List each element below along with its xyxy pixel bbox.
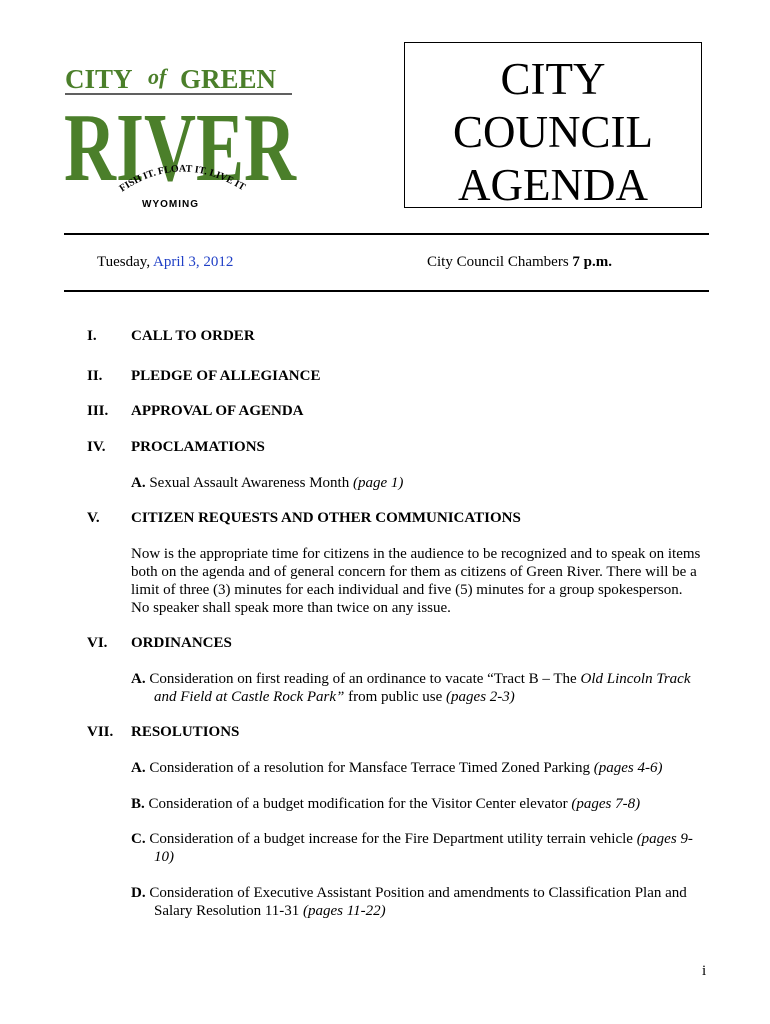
section-number: VII. bbox=[87, 724, 114, 740]
agenda-subitem: A. Consideration of a resolution for Mansface Terrace Timed Zoned Parking (pages 4-6) bbox=[131, 760, 663, 776]
section-number: V. bbox=[87, 510, 100, 526]
logo-wyoming-text: WYOMING bbox=[142, 199, 199, 210]
logo-green-text: GREEN bbox=[180, 64, 277, 94]
agenda-title-box bbox=[404, 42, 702, 208]
city-logo bbox=[60, 60, 300, 220]
section-number: I. bbox=[87, 328, 97, 344]
page-number: i bbox=[702, 963, 707, 979]
meeting-date-line bbox=[97, 254, 233, 271]
logo-of-text: of bbox=[148, 64, 167, 89]
meeting-location-line bbox=[427, 254, 612, 271]
section-heading: CALL TO ORDER bbox=[131, 328, 255, 344]
section-heading: PROCLAMATIONS bbox=[131, 439, 265, 455]
agenda-subitem: C. Consideration of a budget increase for the Fire Department utility terrain vehicle (pages 9- 10) bbox=[131, 831, 693, 865]
section-heading: APPROVAL OF AGENDA bbox=[131, 403, 304, 419]
agenda-subitem: A. Consideration on first reading of an ordinance to vacate “Tract B – The Old Lincoln Track and Field at Castle Rock Park” from public use (pages 2-3) bbox=[131, 671, 691, 705]
agenda-subitem: D. Consideration of Executive Assistant Position and amendments to Classification Plan and Salary Resolution 11-31 (pages 11-22) bbox=[131, 885, 687, 919]
section-number: VI. bbox=[87, 635, 108, 651]
section-heading: CITIZEN REQUESTS AND OTHER COMMUNICATIONS bbox=[131, 510, 521, 526]
city-of-green-river-logo-graphic bbox=[60, 60, 300, 220]
section-number: III. bbox=[87, 403, 109, 419]
section-heading: PLEDGE OF ALLEGIANCE bbox=[131, 368, 321, 384]
header-rule-bottom bbox=[64, 290, 709, 292]
title-line-agenda: AGENDA bbox=[458, 160, 648, 210]
section-number: IV. bbox=[87, 439, 106, 455]
meeting-date-link[interactable]: April 3, 2012 bbox=[153, 254, 234, 270]
section-heading: ORDINANCES bbox=[131, 635, 232, 651]
title-line-city: CITY bbox=[500, 54, 606, 104]
agenda-subitem: A. Sexual Assault Awareness Month (page 1) bbox=[131, 475, 404, 491]
agenda-subitem: B. Consideration of a budget modification for the Visitor Center elevator (pages 7-8) bbox=[131, 796, 641, 812]
meeting-day: Tuesday, bbox=[97, 254, 151, 270]
meeting-time: 7 p.m. bbox=[572, 254, 613, 270]
logo-slogan: FISH IT. FLOAT IT. LIVE IT bbox=[117, 163, 247, 195]
logo-river-text: RIVER bbox=[64, 94, 297, 202]
meeting-location: City Council Chambers bbox=[427, 254, 569, 270]
logo-city-text: CITY bbox=[65, 64, 133, 94]
citizen-requests-paragraph: Now is the appropriate time for citizens in the audience to be recognized and to speak on items both on the agenda and of general concern for them as citizens of Green River. There will be a limit of three (3) minutes for each individual and five (5) minutes for a group spokesperson. No speaker shall speak more than twice on any issue. bbox=[131, 546, 701, 616]
header-rule-top bbox=[64, 233, 709, 235]
title-line-council: COUNCIL bbox=[453, 107, 653, 157]
section-number: II. bbox=[87, 368, 103, 384]
section-heading: RESOLUTIONS bbox=[131, 724, 240, 740]
